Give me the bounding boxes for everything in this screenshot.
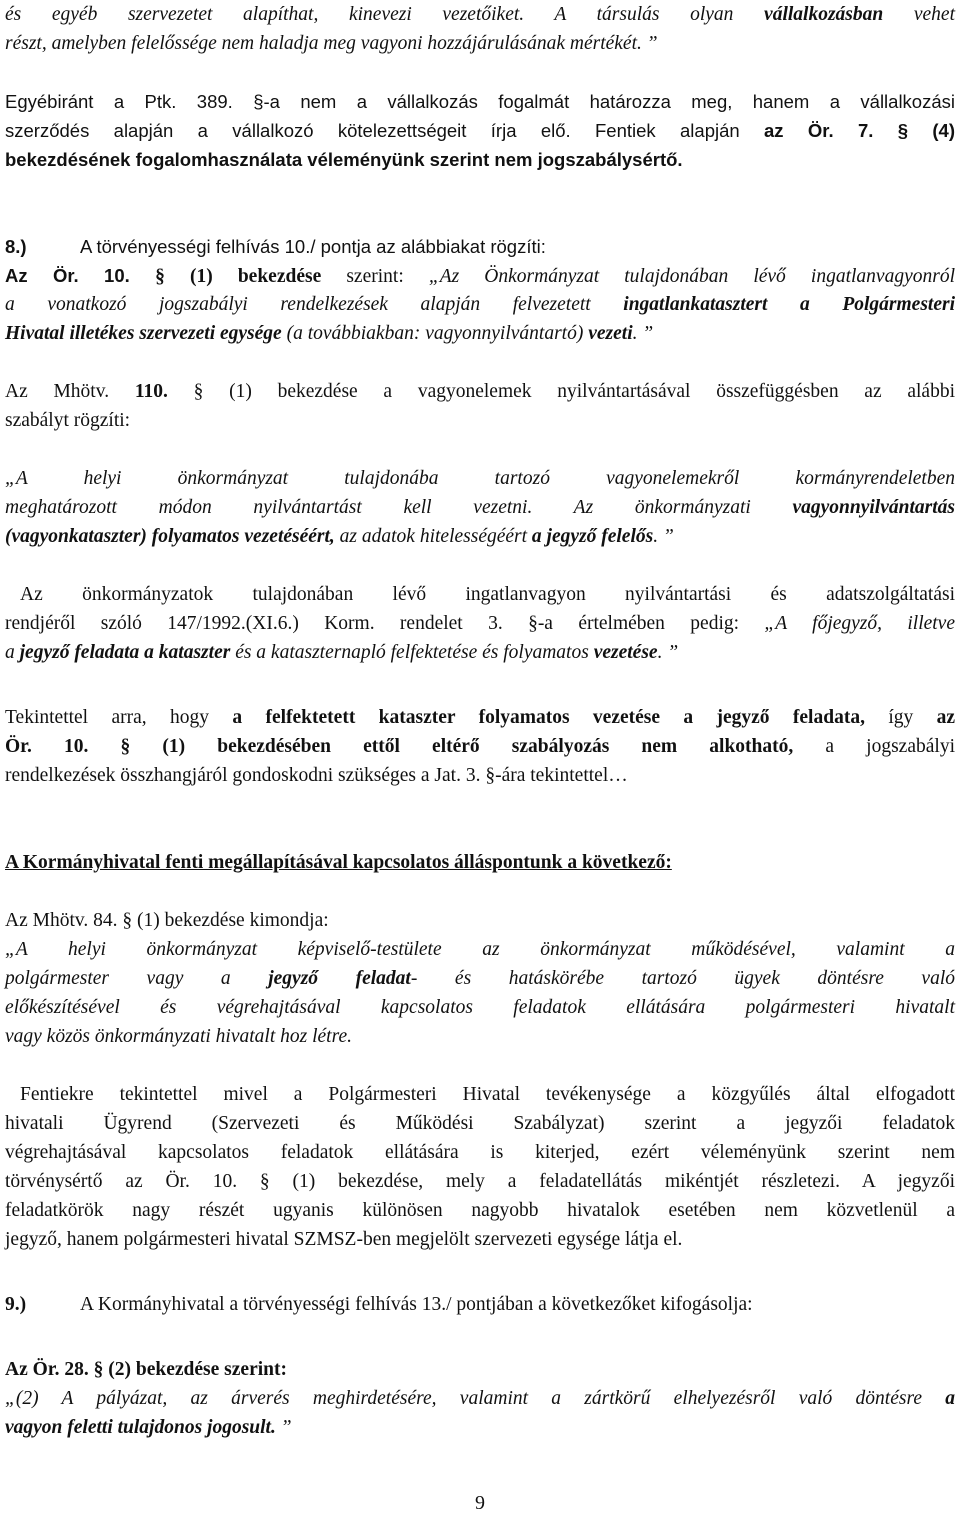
text-run: ” bbox=[646, 33, 658, 54]
text-run: a bbox=[5, 642, 20, 663]
text-line bbox=[5, 1413, 955, 1442]
text-run: (2) bekezdése szerint: bbox=[103, 1359, 287, 1380]
text-run: 110. bbox=[134, 381, 168, 402]
text-run: (a továbbiakban: vagyonnyilvántartó) bbox=[281, 323, 589, 344]
text-line bbox=[5, 993, 955, 1022]
text-run: (1) bekezdésében ettől eltérő szabályozás nem alkotható, bbox=[130, 736, 794, 757]
text-run: a vonatkozó jogszabályi rendelkezések alapján felvezetett bbox=[5, 294, 624, 315]
text-line bbox=[5, 319, 955, 348]
text-line bbox=[5, 0, 955, 29]
text-run: meghatározott módon nyilvántartást kell vezetni. bbox=[5, 497, 574, 518]
text-run: előkészítésével és végrehajtásával kapcsolatos feladatok ellátására polgármesteri hivatalt bbox=[5, 997, 955, 1018]
text-run: § bbox=[259, 1171, 270, 1192]
text-line bbox=[5, 377, 955, 406]
text-run: § bbox=[528, 613, 538, 634]
text-run: Az Mhötv. bbox=[5, 381, 135, 402]
text-line bbox=[5, 638, 955, 667]
text-run: a jegyző felelős bbox=[531, 526, 654, 547]
text-run: -a értelmében pedig: bbox=[537, 613, 765, 634]
text-line bbox=[5, 935, 955, 964]
text-line bbox=[5, 290, 955, 319]
text-run: feladatkörök nagy részét ugyanis különösen nagyobb hivatalok esetében nem közvetlenül a bbox=[5, 1200, 955, 1221]
text-line bbox=[5, 87, 955, 116]
text-line bbox=[5, 1355, 955, 1384]
text-line bbox=[5, 732, 955, 761]
text-run: (vagyonkataszter) folyamatos vezetéséért, bbox=[5, 526, 335, 547]
text-run: (4) bbox=[908, 120, 955, 141]
text-line bbox=[5, 116, 955, 145]
text-line bbox=[5, 1225, 955, 1254]
text-line bbox=[5, 464, 955, 493]
text-run: az Ör. 7. bbox=[764, 120, 898, 141]
text-run: Ör. 10. bbox=[5, 736, 121, 757]
text-line bbox=[5, 580, 955, 609]
section-9-heading-line bbox=[5, 1290, 955, 1319]
text-run: Egyébiránt a Ptk. 389. bbox=[5, 91, 254, 112]
text-run: § bbox=[122, 910, 133, 931]
text-line bbox=[5, 1138, 955, 1167]
text-run: Tekintettel arra, hogy bbox=[5, 707, 233, 728]
text-line bbox=[5, 906, 955, 935]
section-heading: A Kormányhivatal a törvényességi felhívás 13./ pontjában a következőket kifogásolja: bbox=[80, 1294, 753, 1315]
text-line bbox=[5, 1384, 955, 1413]
text-line bbox=[5, 493, 955, 522]
text-run: jegyző, hanem polgármesteri hivatal SZMSZ-ben megjelölt szervezeti egysége látja el. bbox=[5, 1229, 683, 1250]
text-line bbox=[5, 145, 955, 174]
text-run: vagyonnyilvántartás bbox=[792, 497, 955, 518]
text-run: . ” bbox=[632, 323, 654, 344]
text-run: rendelkezések összhangjáról gondoskodni szükséges a Jat. 3. bbox=[5, 765, 486, 786]
text-run: § bbox=[93, 1359, 104, 1380]
text-run: az adatok hitelességéért bbox=[334, 526, 532, 547]
text-line bbox=[5, 1167, 955, 1196]
text-run: a bbox=[945, 1388, 955, 1409]
text-run: jegyző feladat bbox=[268, 968, 411, 989]
text-run: a jogszabályi bbox=[793, 736, 955, 757]
text-line bbox=[5, 609, 955, 638]
text-run: és a kataszternapló felfektetése és folyamatos bbox=[230, 642, 594, 663]
text-line bbox=[5, 1080, 955, 1109]
text-run: Az Önkormányzat tulajdonában lévő ingatlanvagyonról bbox=[439, 266, 955, 287]
text-run: Az önkormányzatok tulajdonában lévő ingatlanvagyon nyilvántartási és adatszolgáltatási bbox=[20, 584, 955, 605]
text-run: vagyon feletti tulajdonos jogosult. bbox=[5, 1417, 276, 1438]
text-run: vállalkozásban bbox=[764, 4, 884, 25]
text-run: szerint: bbox=[321, 266, 429, 287]
text-run: szabályt rögzíti: bbox=[5, 410, 131, 431]
section-heading: A törvényességi felhívás 10./ pontja az alábbiakat rögzíti: bbox=[80, 236, 546, 257]
text-run: § bbox=[897, 120, 909, 141]
text-run: vagy közös önkormányzati hivatalt hoz létre. bbox=[5, 1026, 352, 1047]
text-run: -ára tekintettel… bbox=[495, 765, 628, 786]
text-line bbox=[5, 964, 955, 993]
text-run: (1) bekezdése kimondja: bbox=[132, 910, 329, 931]
section-8-heading-line bbox=[5, 232, 955, 261]
text-run: Az Ör. 28. bbox=[5, 1359, 94, 1380]
text-run bbox=[168, 381, 194, 402]
text-run: Fentiekre tekintettel mivel a Polgármesteri Hivatal tevékenysége a közgyűlés által elfogadott bbox=[20, 1084, 955, 1105]
section-number: 8.) bbox=[5, 236, 27, 257]
text-run: (1) bekezdése a vagyonelemek nyilvántartásával összefüggésben az alábbi bbox=[203, 381, 955, 402]
text-line bbox=[5, 1196, 955, 1225]
text-run: ” bbox=[275, 1417, 292, 1438]
text-run: bekezdésének fogalomhasználata véleményünk szerint nem jogszabálysértő. bbox=[5, 149, 683, 170]
text-run: törvénysértő az Ör. 10. bbox=[5, 1171, 260, 1192]
text-run: polgármester vagy a bbox=[5, 968, 269, 989]
page-number: 9 bbox=[475, 1492, 485, 1514]
text-run: Az Ör. 10. bbox=[5, 265, 156, 286]
text-run: § bbox=[485, 765, 496, 786]
text-line bbox=[5, 1022, 955, 1051]
text-run: § bbox=[253, 91, 264, 112]
section-heading: A Kormányhivatal fenti megállapításával kapcsolatos álláspontunk a következő: bbox=[5, 852, 672, 873]
text-line bbox=[5, 1109, 955, 1138]
text-run: így bbox=[864, 707, 937, 728]
text-run: - és hatáskörébe tartozó ügyek döntésre való bbox=[410, 968, 955, 989]
text-run: „A helyi önkormányzat képviselő-testülete az önkormányzat működésével, valamint a bbox=[5, 939, 955, 960]
text-run: (1) bekezdése bbox=[164, 266, 322, 287]
text-run: „(2) A pályázat, az árverés meghirdetésére, valamint a zártkörű elhelyezésről való döntésre bbox=[5, 1388, 946, 1409]
text-run: . ” bbox=[653, 526, 674, 547]
text-line bbox=[5, 703, 955, 732]
text-line bbox=[5, 406, 955, 435]
text-run: . ” bbox=[657, 642, 679, 663]
text-run: Az Mhötv. 84. bbox=[5, 910, 123, 931]
text-run: rendjéről szóló 147/1992.(XI.6.) Korm. rendelet 3. bbox=[5, 613, 529, 634]
text-line bbox=[5, 261, 955, 290]
text-run: Az önkormányzati bbox=[573, 497, 793, 518]
text-run: (1) bekezdése, mely a feladatellátás mikéntjét részletezi. A jegyzői bbox=[269, 1171, 955, 1192]
text-run: és egyéb szervezetet alapíthat, kinevezi vezetőiket. A társulás olyan bbox=[5, 4, 765, 25]
text-run: vezetése bbox=[593, 642, 658, 663]
text-line bbox=[5, 761, 955, 790]
text-run: az bbox=[936, 707, 955, 728]
text-line bbox=[5, 29, 955, 58]
text-run: szerződés alapján a vállalkozó kötelezettségeit írja elő. Fentiek alapján bbox=[5, 120, 765, 141]
text-run: részt, amelyben felelőssége nem haladja meg vagyoni hozzájárulásának mértékét. bbox=[5, 33, 647, 54]
text-run: végrehajtásával kapcsolatos feladatok ellátására is kiterjed, ezért véleményünk szerint nem bbox=[5, 1142, 955, 1163]
text-run: § bbox=[193, 381, 204, 402]
section-number: 9.) bbox=[5, 1294, 27, 1315]
text-run: vezeti bbox=[588, 323, 633, 344]
text-run: „ bbox=[428, 266, 440, 287]
text-run: Hivatal illetékes szervezeti egysége bbox=[5, 323, 282, 344]
text-run: jegyző feladata a kataszter bbox=[19, 642, 231, 663]
text-line bbox=[5, 522, 955, 551]
text-run: a felfektetett kataszter folyamatos vezetése a jegyző feladata, bbox=[232, 707, 865, 728]
text-run: „A főjegyző, illetve bbox=[764, 613, 955, 634]
text-run: „A helyi önkormányzat tulajdonába tartozó vagyonelemekről kormányrendeletben bbox=[5, 468, 955, 489]
text-run: -a nem a vállalkozás fogalmát határozza meg, hanem a vállalkozási bbox=[263, 91, 955, 112]
text-run: ingatlankatasztert a Polgármesteri bbox=[623, 294, 955, 315]
text-run: § bbox=[155, 266, 165, 287]
text-run: hivatali Ügyrend (Szervezeti és Működési Szabályzat) szerint a jegyzői feladatok bbox=[5, 1113, 955, 1134]
text-run: vehet bbox=[883, 4, 955, 25]
text-run: § bbox=[120, 736, 131, 757]
